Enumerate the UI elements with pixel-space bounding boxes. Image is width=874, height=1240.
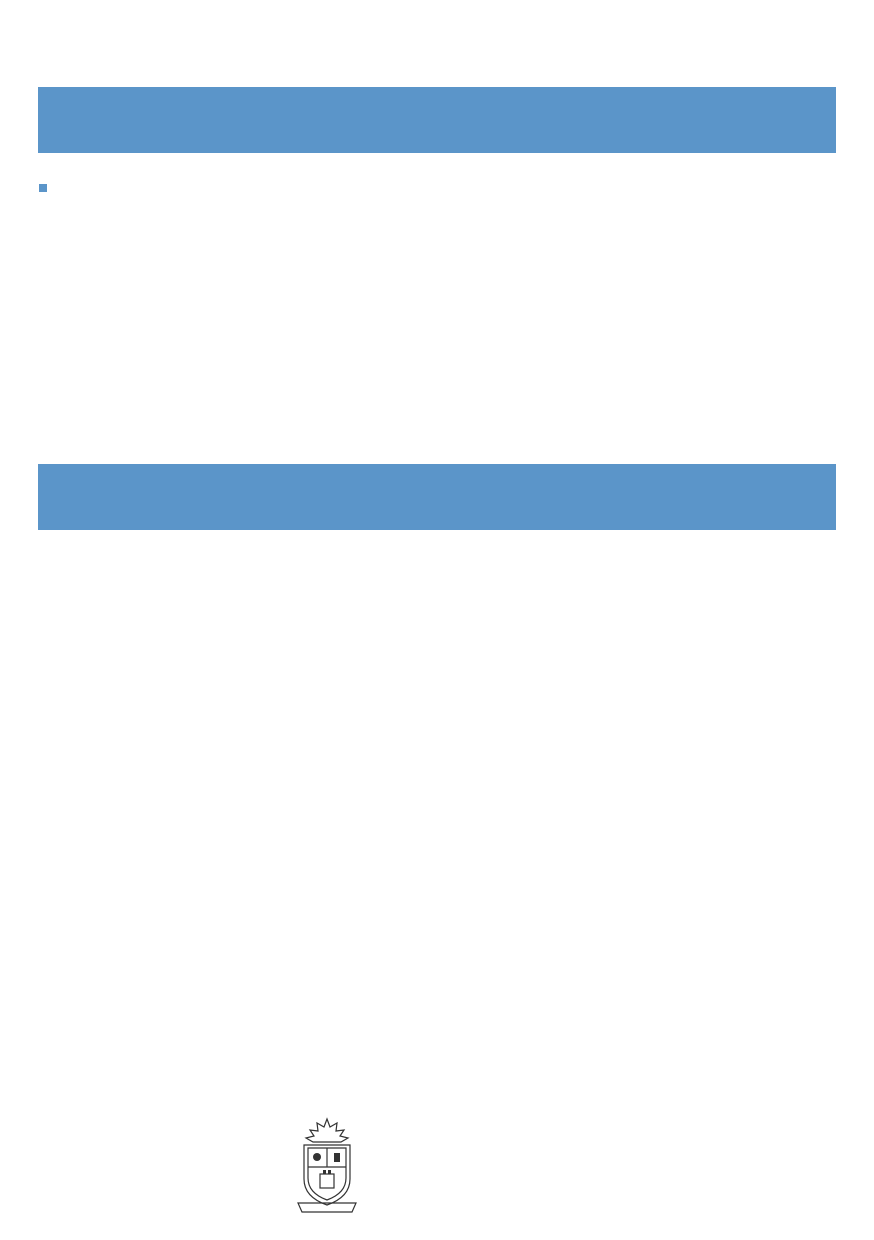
decorative-wave-band <box>0 760 874 1140</box>
symptoms-banner <box>38 464 836 530</box>
recommendations-banner <box>38 87 836 153</box>
municipal-coat-of-arms-icon <box>292 1117 362 1217</box>
square-bullet-icon <box>39 184 47 192</box>
